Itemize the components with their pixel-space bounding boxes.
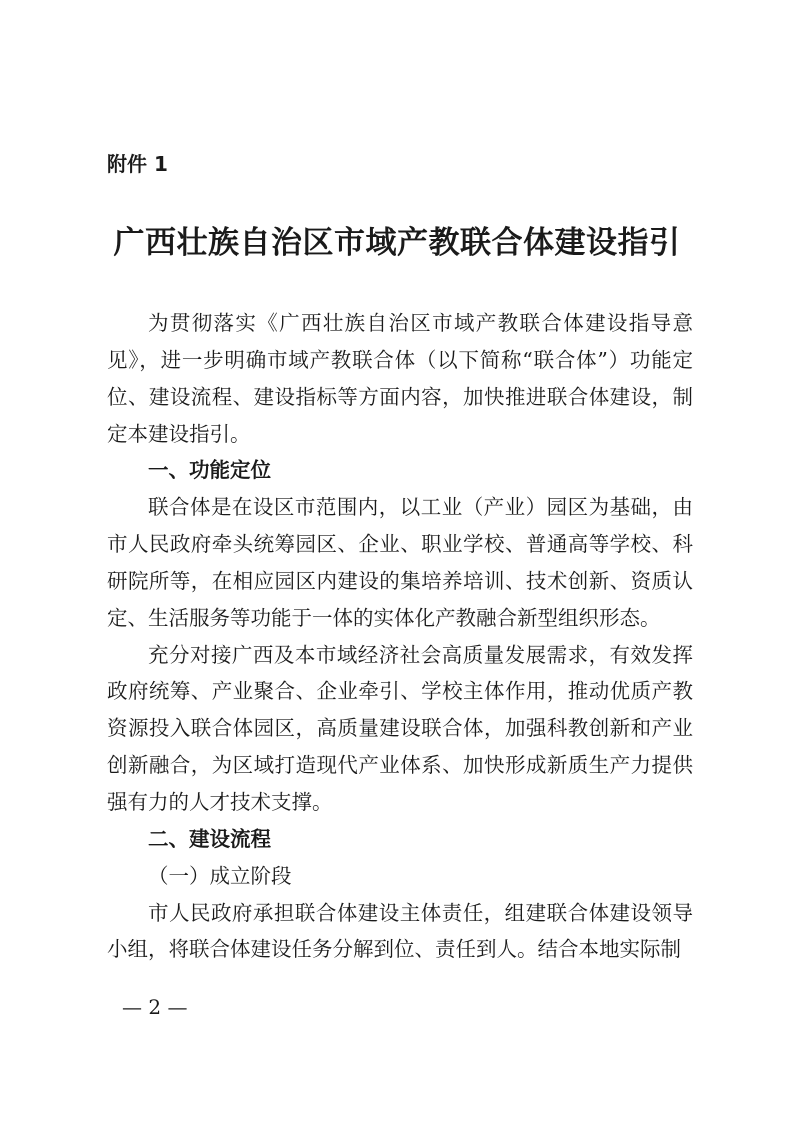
attachment-label: 附件 1 — [107, 152, 168, 176]
page-number: — 2 — — [122, 995, 188, 1019]
section-heading-construction-process: 二、建设流程 — [148, 826, 271, 851]
body-paragraph: 充分对接广西及本市域经济社会高质量发展需求，有效发挥政府统筹、产业聚合、企业牵引、学校主体作用，推动优质产教资源投入联合体园区，高质量建设联合体，加强科教创新和产业创新融合，为区域打造现代产业体系、加快形成新质生产力提供强有力的人才技术支撑。 — [107, 642, 693, 814]
document-body — [107, 305, 693, 968]
section-heading-function-positioning: 一、功能定位 — [148, 458, 271, 483]
document-title: 广西壮族自治区市域产教联合体建设指引 — [113, 225, 681, 261]
body-paragraph: 市人民政府承担联合体建设主体责任，组建联合体建设领导小组，将联合体建设任务分解到位、责任到人。结合本地实际制 — [107, 900, 693, 962]
body-paragraph: 联合体是在设区市范围内，以工业（产业）园区为基础，由市人民政府牵头统筹园区、企业、职业学校、普通高等学校、科研院所等，在相应园区内建设的集培养培训、技术创新、资质认定、生活服务等功能于一体的实体化产教融合新型组织形态。 — [107, 495, 693, 630]
intro-paragraph: 为贯彻落实《广西壮族自治区市域产教联合体建设指导意见》，进一步明确市域产教联合体（以下简称“联合体”）功能定位、建设流程、建设指标等方面内容，加快推进联合体建设，制定本建设指引。 — [107, 311, 693, 446]
subsection-heading-establishment-stage: （一）成立阶段 — [148, 863, 292, 888]
